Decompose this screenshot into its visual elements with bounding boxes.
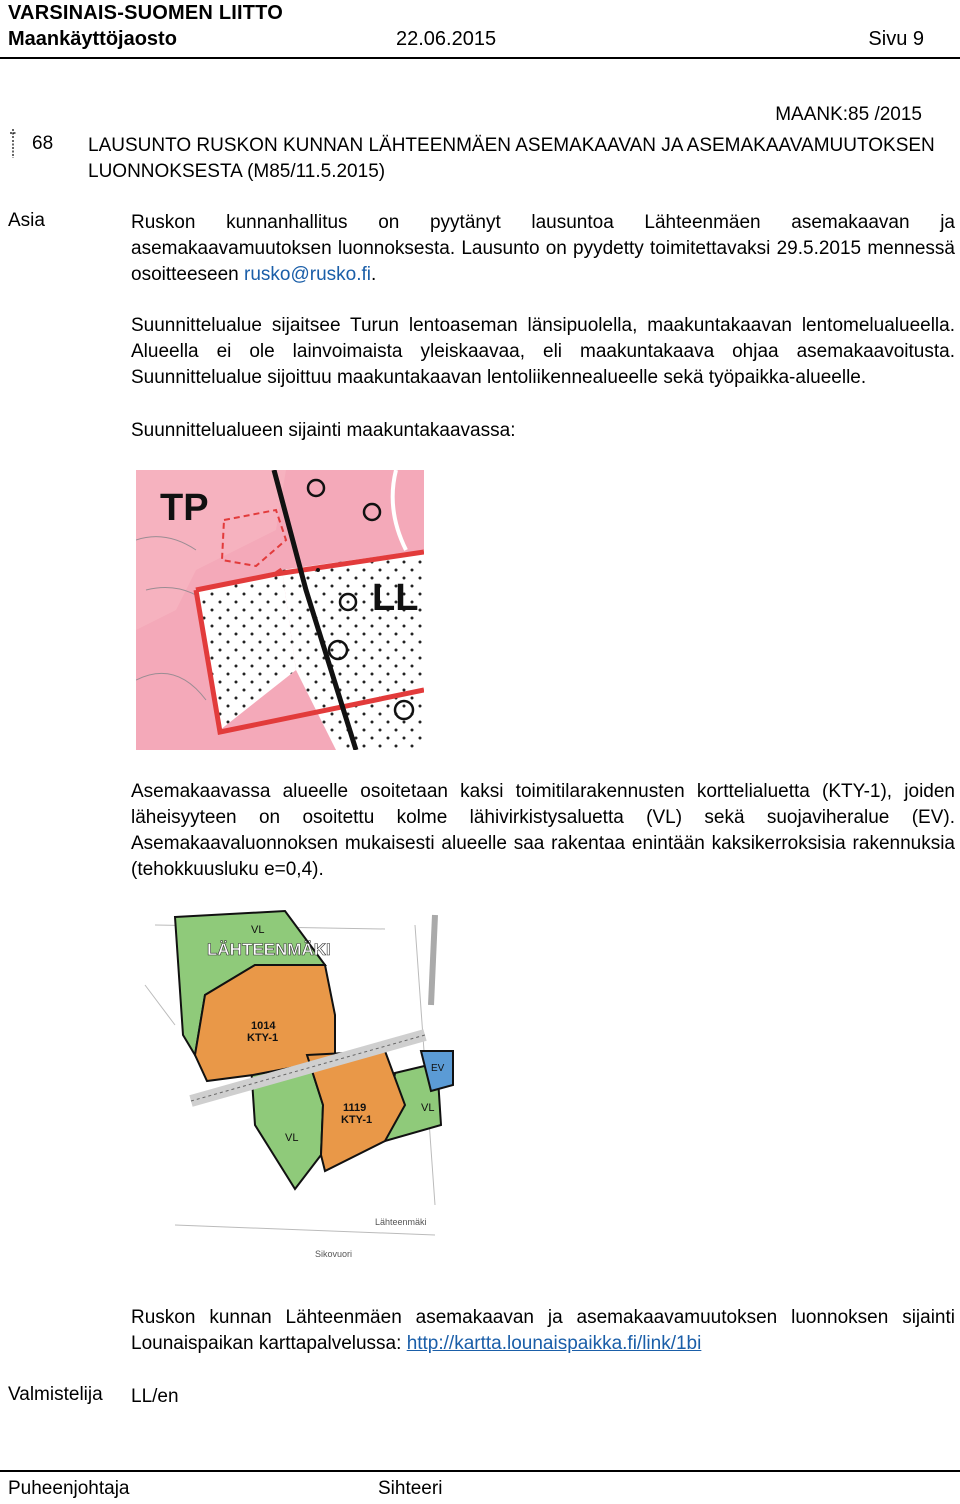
asia-paragraph-1: [131, 210, 955, 288]
paragraph-text: Ruskon kunnan Lähteenmäen asemakaavan ja asemakaavamuutoksen luonnoksen sijainti Lounaispaikan karttapalvelussa:: [131, 1307, 955, 1354]
item-title: LAUSUNTO RUSKON KUNNAN LÄHTEENMÄEN ASEMAKAAVAN JA ASEMAKAAVAMUUTOKSEN LUONNOKSESTA (M85/11.5.2015): [88, 135, 935, 182]
asia-label: Asia: [8, 210, 45, 231]
department-name: Maankäyttöjaosto: [8, 28, 177, 50]
block-2-code: KTY-1: [341, 1114, 373, 1126]
asia-paragraph-2: Suunnittelualue sijaitsee Turun lentoaseman länsipuolella, maakuntakaavan lentomelualueella. Alueella ei ole lainvoimaista yleiskaavaa, eli maakuntakaava ohjaa asemakaavoitusta. Suunnittelualue sijoittuu maakuntakaavan lentoliikennealueelle sekä työpaikka-alueelle.: [131, 315, 955, 388]
ev-label: EV: [431, 1063, 445, 1074]
place-name-label: Sikovuori: [315, 1249, 353, 1259]
valmistelija-label: Valmistelija: [8, 1384, 103, 1405]
secretary-signature-label: Sihteeri: [378, 1478, 443, 1499]
block-1-code: KTY-1: [247, 1032, 279, 1044]
organization-name: VARSINAIS-SUOMEN LIITTO: [8, 2, 283, 24]
map-service-link[interactable]: http://kartta.lounaispaikka.fi/link/1bi: [406, 1333, 702, 1354]
item-number: 68: [32, 133, 54, 154]
map-label-ll: LL: [372, 577, 419, 619]
valmistelija-value: LL/en: [131, 1386, 179, 1407]
meeting-date: 22.06.2015: [396, 28, 497, 50]
block-1-number: 1014: [251, 1020, 276, 1032]
footer-divider: [0, 1470, 960, 1472]
regional-plan-map: [136, 470, 424, 750]
vl-label-top: VL: [251, 924, 265, 936]
page-number: Sivu 9: [868, 28, 924, 50]
asia-paragraph-5: [131, 1305, 955, 1357]
map-label-tp: TP: [160, 487, 209, 529]
email-link[interactable]: rusko@rusko.fi: [244, 264, 372, 285]
chair-signature-label: Puheenjohtaja: [8, 1478, 130, 1499]
detailed-plan-map: [135, 905, 455, 1277]
asia-paragraph-4: Asemakaavassa alueelle osoitetaan kaksi toimitilarakennusten korttelialuetta (KTY-1), joiden läheisyyteen on osoitettu kolme lähivirkistysaluetta (VL) sekä suojaviheralue (EV). Asemakaavaluonnoksen mukaisesti alueelle saa rakentaa enintään kaksikerroksisia rakennuksia (tehokkuusluku e=0,4).: [131, 781, 955, 880]
asia-paragraph-3: Suunnittelualueen sijainti maakuntakaavassa:: [131, 420, 516, 441]
vl-label-right: VL: [421, 1102, 435, 1114]
header-divider: [0, 57, 960, 59]
paragraph-text: Ruskon kunnanhallitus on pyytänyt lausuntoa Lähteenmäen asemakaavan ja asemakaavamuutoksen luonnoksesta. Lausunto on pyydetty toimitettavaksi 29.5.2015 mennessä osoitteeseen: [131, 212, 955, 285]
road-name-label: Lähteenmäki: [375, 1217, 427, 1227]
paragraph-end: .: [371, 264, 377, 285]
item-reference: MAANK:85 /2015: [775, 104, 922, 125]
area-name-label: LÄHTEENMÄKI: [207, 940, 331, 959]
vl-label-bottom: VL: [285, 1132, 299, 1144]
block-2-number: 1119: [343, 1102, 367, 1114]
paragraph-mark-icon: [6, 128, 20, 160]
